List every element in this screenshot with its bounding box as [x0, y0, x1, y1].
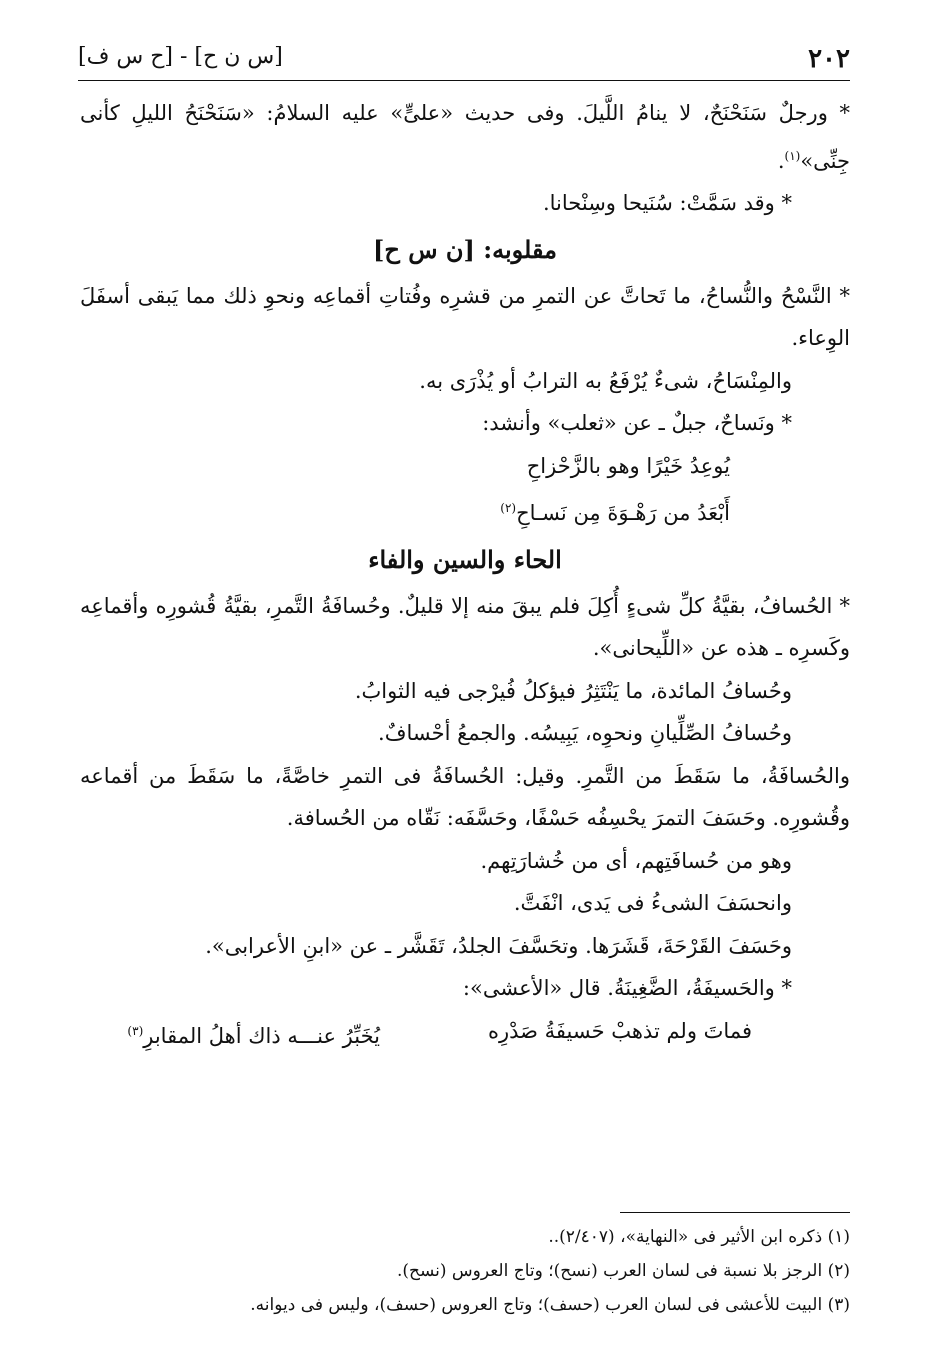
- verse-hemistich: فماتَ ولم تذهبْ حَسيفَةُ صَدْرِه: [487, 1018, 752, 1043]
- section-heading: مقلوبه: [ن س ح]: [373, 234, 557, 264]
- paragraph: وحَسَفَ القَرْحَةَ، قَشَرَها. وتحَسَّفَ الجلدُ، تَقَشَّر ـ عن «ابنِ الأعرابى».: [205, 933, 792, 958]
- verse-text: أَبْعَدُ من رَهْـوَةَ مِن نَسـاحِ: [516, 501, 730, 525]
- footnote: (١) ذكره ابن الأثير فى «النهاية»، (٢/٤٠٧)..: [548, 1227, 850, 1247]
- verse-line: [80, 487, 850, 535]
- footnote: (٣) البيت للأعشى فى لسان العرب (حسف)؛ وتاج العروس (حسف)، وليس فى ديوانه.: [250, 1295, 850, 1315]
- paragraph: وهو من حُسافَتِهم، أى من خُشارَتِهم.: [480, 848, 792, 873]
- paragraph: * ونَساحٌ، جبلٌ ـ عن «ثعلب» وأنشد:: [482, 411, 792, 435]
- section-heading: الحاء والسين والفاء: [368, 544, 562, 574]
- page-header: [78, 40, 850, 74]
- footnotes: [80, 1220, 850, 1322]
- paragraph: وحُسافُ الصِّلِّيانِ ونحوِه، يَبِيسُه. والجمعُ أحْسافٌ.: [378, 721, 792, 745]
- footnote-ref: (١): [784, 148, 801, 163]
- paragraph: * ورجلٌ سَنَحْنَحٌ، لا ينامُ اللَّيلَ. وفى حديث «علىٍّ» عليه السلامُ: «سَنَحْنَحُ الليلِ كأنى جِنِّى»$^{(١)}$.: [80, 101, 850, 173]
- verse-hemistich: [80, 1010, 380, 1058]
- paragraph: * وقد سَمَّتْ: سُنَيحا وسِنْحانا.: [542, 191, 792, 215]
- verse-line: يُوعِدُ خَيْرًا وهو بالزَّحْزاحِ: [526, 453, 730, 478]
- paragraph: * الحُسافُ، بقيَّةُ كلِّ شىءٍ أُكِلَ فلم يبقَ منه إلا قليلٌ. وحُسافَةُ التَّمرِ، بقيَّةُ قُشورِه وأقماعِه وكَسرِه ـ هذه عن «اللِّيحانى».: [80, 593, 850, 660]
- paragraph: وحُسافُ المائدة، ما يَنْتَثِرُ فيؤكلُ فُيرْجى فيه الثوابُ.: [354, 678, 792, 703]
- footnote-ref: (٣): [127, 1023, 144, 1038]
- page-number: ٢٠٢: [808, 44, 850, 74]
- header-rule: [78, 80, 850, 81]
- footnote-rule: [620, 1212, 850, 1213]
- paragraph: والمِنْسَاحُ، شىءٌ يُرْفَعُ به الترابُ أو يُذْرَى به.: [419, 368, 792, 393]
- running-head: [س ن ح] - [ح س ف]: [78, 44, 283, 69]
- paragraph: * النَّسْحُ والنُّساحُ، ما تَحاتَّ عن التمرِ من قشرِه وفُتاتِ أقماعِه ونحوِ ذلك مما يَبقى أسفَلَ الوِعاء.: [80, 283, 850, 350]
- paragraph: وانحسَفَ الشىءُ فى يَدى، انْفَتَّ.: [513, 891, 792, 915]
- verse-couplet: [80, 1010, 850, 1058]
- footnote-ref: (٢): [500, 501, 517, 515]
- footnote: (٢) الرجز بلا نسبة فى لسان العرب (نسح)؛ وتاج العروس (نسح).: [396, 1261, 850, 1281]
- main-text: [80, 92, 850, 1057]
- paragraph: والحُسافَةُ، ما سَقَطَ من التَّمرِ. وقيل: الحُسافَةُ فى التمرِ خاصَّةً، ما سَقَطَ من أقماعه وقُشورِه. وحَسَفَ التمرَ يحْسِفُه حَسْفًا، وحَسَّفَه: نَقّاه من الحُسافة.: [80, 763, 850, 830]
- verse-text: يُخَبِّرُ عنـــه ذاك أهلُ المقابرِ: [143, 1023, 380, 1048]
- paragraph: * والحَسيفَةُ، الضَّغِينَةُ. قال «الأعشى»:: [462, 976, 792, 1000]
- paragraph-text: * ورجلٌ سَنَحْنَحٌ، لا ينامُ اللَّيلَ. وفى حديث «علىٍّ» عليه السلامُ: «سَنَحْنَحُ الليلِ كأنى جِنِّى»: [80, 101, 850, 173]
